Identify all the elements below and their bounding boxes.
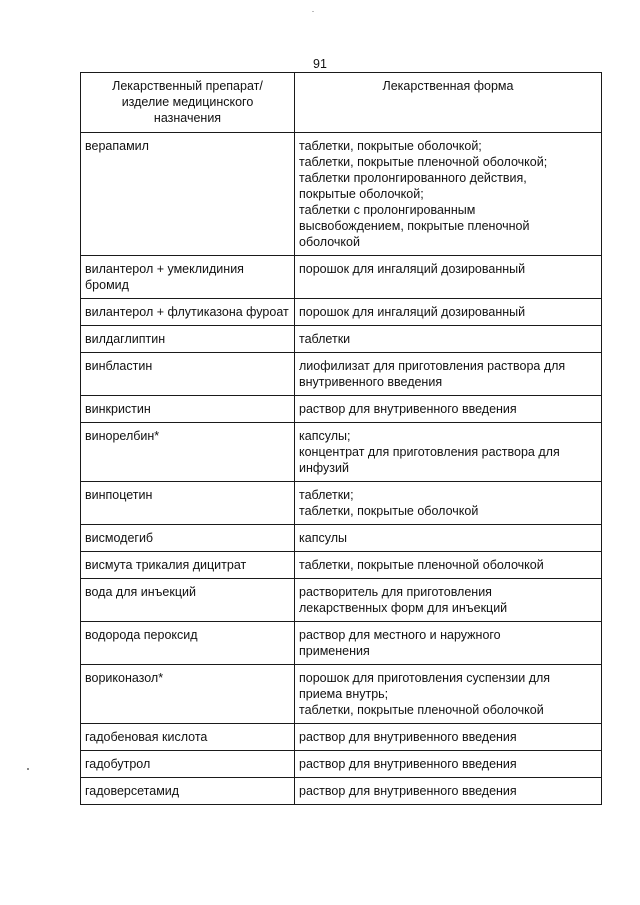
table-row [81,579,602,622]
table-row [81,622,602,665]
dosage-form-cell [295,778,602,805]
drug-name-cell: гадоверсетамид [81,778,295,805]
dosage-form-line: высвобождением, покрытые пленочной [299,219,530,233]
dosage-form-line: таблетки, покрытые оболочкой [299,504,479,518]
drug-name-cell: винпоцетин [81,482,295,525]
dosage-form-line: раствор для внутривенного введения [299,757,517,771]
table-row [81,299,602,326]
scan-speck [312,11,314,12]
dosage-form-line: раствор для местного и наружного [299,628,501,642]
scan-speck [27,768,29,770]
table-header-row [81,73,602,133]
dosage-form-cell [295,396,602,423]
table-row [81,525,602,552]
table-row [81,552,602,579]
header-line: назначения [153,111,222,125]
header-line: Лекарственный препарат/ [112,79,263,93]
dosage-form-line: лиофилизат для приготовления раствора для [299,359,566,373]
dosage-form-line: капсулы; [299,429,351,443]
dosage-form-cell [295,326,602,353]
dosage-form-line: раствор для внутривенного введения [299,730,517,744]
table-row [81,353,602,396]
table-body [81,133,602,805]
dosage-form-line: порошок для ингаляций дозированный [299,262,526,276]
dosage-form-line: концентрат для приготовления раствора для [299,445,560,459]
drug-name-cell: винбластин [81,353,295,396]
dosage-form-line: применения [299,644,370,658]
drug-name-cell: вилантерол + флутиказона фуроат [81,299,295,326]
drug-name-cell: гадобутрол [81,751,295,778]
dosage-form-line: покрытые оболочкой; [299,187,424,201]
dosage-form-cell [295,665,602,724]
dosage-form-line: лекарственных форм для инъекций [299,601,508,615]
dosage-form-cell [295,423,602,482]
dosage-form-line: раствор для внутривенного введения [299,402,517,416]
dosage-form-cell [295,299,602,326]
header-form-column [295,73,602,133]
table-row [81,396,602,423]
dosage-form-line: порошок для ингаляций дозированный [299,305,526,319]
dosage-form-cell [295,133,602,256]
drug-name-cell: винкристин [81,396,295,423]
drug-name-cell: водорода пероксид [81,622,295,665]
page-number: 91 [313,57,327,71]
dosage-form-line: растворитель для приготовления [299,585,492,599]
dosage-form-line: таблетки пролонгированного действия, [299,171,527,185]
dosage-form-cell [295,552,602,579]
table-row [81,724,602,751]
drug-name-cell: вода для инъекций [81,579,295,622]
dosage-form-cell [295,724,602,751]
dosage-form-cell [295,579,602,622]
header-line: Лекарственная форма [382,79,514,93]
drug-name-cell: вориконазол* [81,665,295,724]
dosage-form-line: таблетки, покрытые пленочной оболочкой [299,703,544,717]
drug-name-cell: верапамил [81,133,295,256]
table-row [81,751,602,778]
dosage-form-line: оболочкой [299,235,360,249]
dosage-form-cell [295,622,602,665]
drug-name-cell: вилантерол + умеклидиния бромид [81,256,295,299]
dosage-form-line: внутривенного введения [299,375,443,389]
dosage-form-cell [295,256,602,299]
drug-name-cell: висмодегиб [81,525,295,552]
dosage-form-line: инфузий [299,461,349,475]
drug-table [80,72,602,805]
dosage-form-cell [295,353,602,396]
dosage-form-line: порошок для приготовления суспензии для [299,671,551,685]
drug-name-cell: винорелбин* [81,423,295,482]
drug-name-cell: висмута трикалия дицитрат [81,552,295,579]
table-row [81,423,602,482]
dosage-form-line: раствор для внутривенного введения [299,784,517,798]
drug-name-cell: вилдаглиптин [81,326,295,353]
dosage-form-cell [295,525,602,552]
table-row [81,133,602,256]
dosage-form-line: таблетки, покрытые оболочкой; [299,139,482,153]
table-row [81,665,602,724]
table-row [81,482,602,525]
dosage-form-line: приема внутрь; [299,687,389,701]
dosage-form-line: капсулы [299,531,347,545]
table-row [81,326,602,353]
drug-name-cell: гадобеновая кислота [81,724,295,751]
header-line: изделие медицинского [121,95,254,109]
table-row [81,778,602,805]
dosage-form-line: таблетки, покрытые пленочной оболочкой [299,558,544,572]
dosage-form-cell [295,482,602,525]
dosage-form-line: таблетки; [299,488,354,502]
dosage-form-line: таблетки с пролонгированным [299,203,476,217]
dosage-form-cell [295,751,602,778]
dosage-form-line: таблетки, покрытые пленочной оболочкой; [299,155,548,169]
table-row [81,256,602,299]
header-drug-column [81,73,295,133]
dosage-form-line: таблетки [299,332,351,346]
